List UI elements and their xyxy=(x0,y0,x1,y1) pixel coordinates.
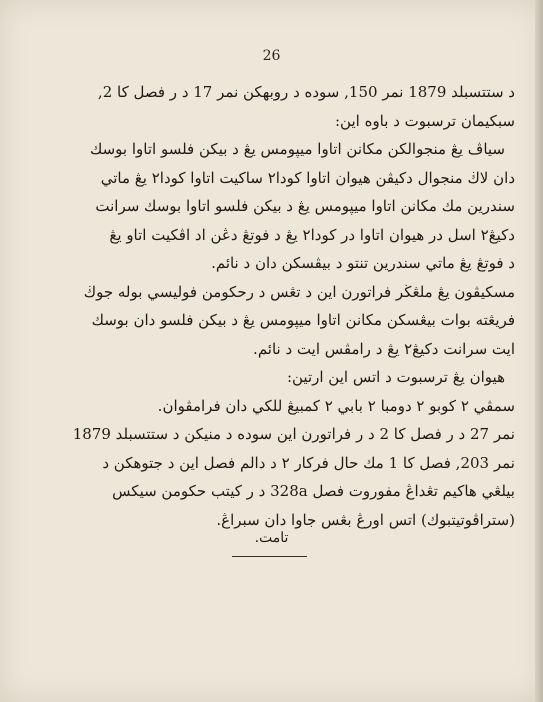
text-line: سندرين مك مكانن اتاوا ميڽومس يڠ د بيكن فلسو اتاوا بوسك سرانت xyxy=(95,197,515,215)
text-line: فريڠته بوات بيڠسكن مكانن اتاوا ميڽومس يڠ د بيكن فلسو دان بوسك xyxy=(91,311,515,329)
text-line: سبكيمان ترسبوت د باوه اين: xyxy=(335,111,515,130)
text-line: بيلڠي هاكيم تڠداڠ مفوروت فصل 328a د ر كيتب حكومن سيكس xyxy=(112,482,515,500)
text-line: دان لاڬ منجوال دكيڤن هيوان اتاوا كودا٢ ساكيت اتاوا كودا٢ يڠ ماتي xyxy=(100,168,515,187)
text-line: هيوان يڠ ترسبوت د اتس اين ارتين: xyxy=(286,368,505,386)
text-line: دكيڠ٢ اسل در هيوان اتاوا در كودا٢ يڠ د فوتڠ دڠن اد اڤكيت اتاو يڠ xyxy=(109,225,515,244)
text-line: د ستتسبلد 1879 نمر 150, سوده د روبهكن نمر 17 د ر فصل كا 2, xyxy=(97,83,515,101)
page-number: 26 xyxy=(262,48,281,64)
text-line: نمر 203, فصل كا 1 مك حال فركار ٢ د دالم فصل اين د جتوهكن د xyxy=(102,453,515,472)
page-edge-shadow xyxy=(535,0,543,702)
closing-underline xyxy=(232,556,307,557)
body-text xyxy=(70,78,515,534)
text-line: سياڤ يڠ منجوالكن مكانن اتاوا ميڽومس يڠ د بيكن فلسو اتاوا بوسك xyxy=(89,140,505,158)
text-line: د فوتڠ يڠ ماتي سندرين تنتو د بيڤسكن دان د نائم. xyxy=(211,254,515,272)
text-line: نمر 27 د ر فصل كا 2 د ر فراتورن اين سوده د منيكن د ستتسبلد 1879 xyxy=(72,425,515,443)
text-line: (ستراڤوتيتبوك) اتس اورڠ بڠس جاوا دان سبراڠ. xyxy=(216,510,515,529)
text-line: مسكيڤون يڠ ملڠڬر فراتورن اين د تڠس د رحكومن فوليسي بوله جوڬ xyxy=(83,282,515,301)
text-line: سمڤي ٢ كوبو ٢ دومبا ٢ بابي ٢ كمبيڠ للكي دان فرامڤوان. xyxy=(157,396,515,415)
closing-word: تامت. xyxy=(254,530,289,546)
text-line: ايت سرانت دكيڠ٢ يڠ د رامڤس ايت د نائم. xyxy=(253,339,515,358)
